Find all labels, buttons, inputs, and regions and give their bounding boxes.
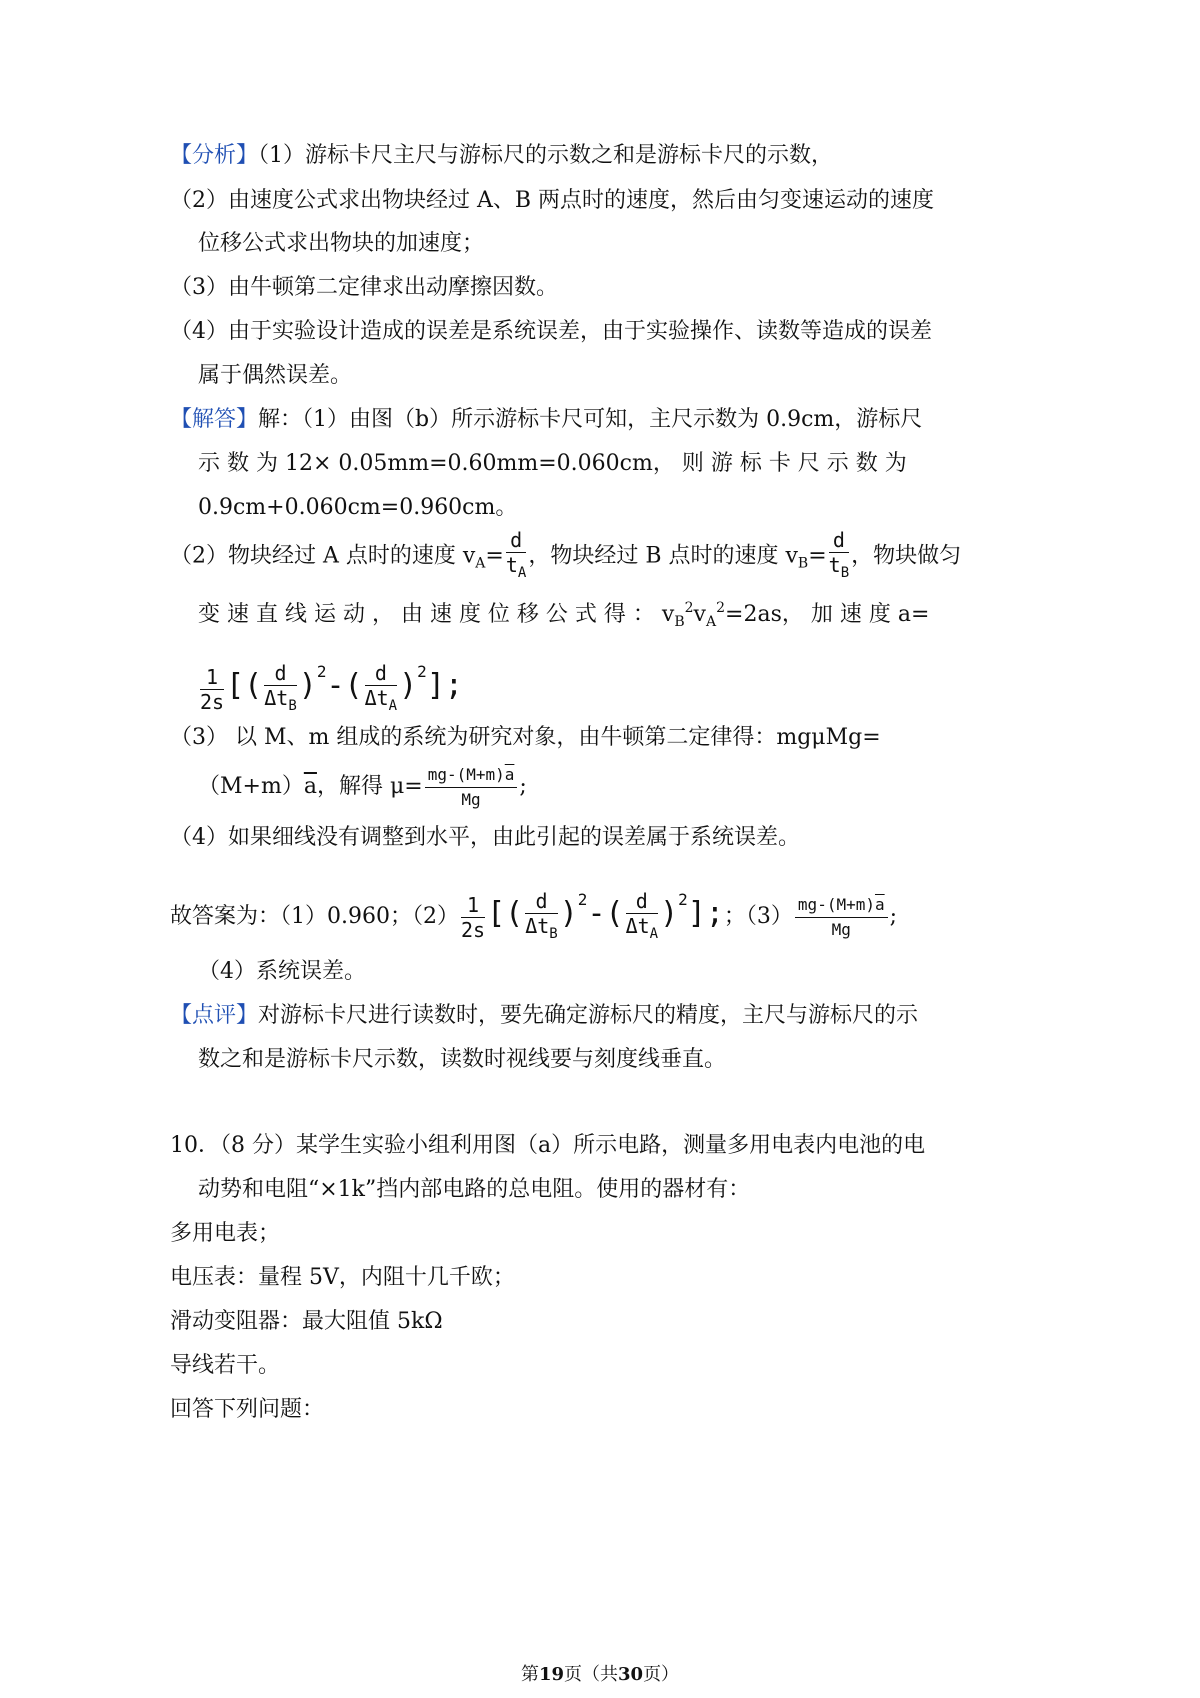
frac-t: t [828, 553, 841, 577]
frac-sub: B [840, 565, 850, 581]
solution-line-1 [170, 404, 922, 436]
minus-open: -( [326, 668, 363, 703]
sub-A: A [705, 614, 717, 630]
frac-den: Mg [461, 789, 481, 809]
paren-close: ) [559, 896, 578, 931]
frac-dt: Δt [525, 913, 550, 938]
analysis-text-1: （1）游标卡尺主尺与游标尺的示数之和是游标卡尺的示数， [258, 143, 834, 168]
paren-close: ) [399, 668, 418, 703]
frac-den [626, 914, 659, 946]
fraction-dtA [626, 889, 659, 946]
sub-B: B [674, 614, 685, 630]
bracket-end: ]; [426, 668, 463, 703]
answer-line-2: （4）系统误差。 [198, 959, 366, 984]
frac-num [795, 893, 888, 918]
solution-tag: 【解答】 [170, 407, 259, 432]
minus-open: -( [587, 896, 624, 931]
paren-close: ) [298, 668, 317, 703]
review-line-1 [170, 1000, 918, 1032]
power-2: 2 [678, 890, 688, 909]
fraction-dtB [264, 661, 297, 718]
frac-den [506, 553, 526, 585]
frac-den [365, 686, 398, 718]
semicolon: ; [889, 904, 898, 929]
frac-num: 1 [200, 665, 224, 690]
equals: = [808, 543, 827, 569]
solution-line-9: （4）如果细线没有调整到水平，由此引起的误差属于系统误差。 [170, 825, 800, 850]
a-bar: $\overline{a}$ [303, 774, 317, 799]
footer-pre: 第 [520, 1664, 539, 1685]
footer-mid: 页（共 [564, 1664, 618, 1685]
fraction-half [200, 665, 224, 714]
solution-3b-mid: ，解得 μ= [316, 774, 423, 799]
bracket-end: ]; [687, 896, 724, 931]
frac-num: d [829, 528, 849, 553]
solution-line-8 [198, 762, 527, 812]
solution-text-1: 解：（1）由图（b）所示游标卡尺可知，主尺示数为 0.9cm，游标尺 [258, 407, 923, 432]
sup-2: 2 [716, 600, 726, 616]
sup-2: 2 [684, 600, 694, 616]
review-tag: 【点评】 [170, 1003, 259, 1028]
frac-sub: A [388, 697, 398, 714]
page-footer [0, 1660, 1200, 1686]
frac-num: d [506, 528, 526, 553]
solution-line-7: （3） 以 M、m 组成的系统为研究对象，由牛顿第二定律得：mgμMg= [170, 725, 881, 750]
power-2: 2 [316, 662, 327, 681]
fraction-dtA [365, 661, 398, 718]
a-bar: $\overline{a}$ [504, 764, 515, 784]
paren-close: ) [660, 896, 679, 931]
question-10-item-5: 回答下列问题： [170, 1397, 325, 1422]
frac-den: Mg [831, 919, 851, 939]
frac-num: d [626, 889, 659, 914]
analysis-line-1 [170, 140, 833, 172]
acceleration-formula [198, 642, 463, 719]
frac-sub: A [517, 565, 527, 581]
solution-2b-post: =2as， 加 速 度 a= [725, 602, 930, 627]
analysis-line-5: （4）由于实验设计造成的误差是系统误差，由于实验操作、读数等造成的误差 [170, 319, 932, 344]
frac-dt: Δt [364, 685, 389, 710]
question-10-line-1: 10．（8 分）某学生实验小组利用图（a）所示电路，测量多用电表内电池的电 [170, 1133, 926, 1158]
v: v [693, 602, 706, 627]
answer-line-1 [170, 868, 897, 949]
frac-den: 2s [460, 917, 486, 942]
frac-sub: A [649, 925, 659, 942]
frac-sub: B [288, 697, 297, 714]
answer-pre: 故答案为：（1）0.960；（2） [170, 904, 459, 929]
frac-num: d [525, 889, 558, 914]
solution-line-4 [170, 528, 961, 590]
solution-2a-mid: ，物块经过 B 点时的速度 v [528, 543, 798, 569]
total-pages: 30 [618, 1664, 644, 1685]
analysis-line-4: （3）由牛顿第二定律求出动摩擦因数。 [170, 275, 558, 300]
power-2: 2 [577, 890, 588, 909]
solution-2a-pre: （2）物块经过 A 点时的速度 v [170, 543, 476, 569]
mu-num: mg-(M+m) [797, 894, 875, 914]
frac-den [264, 686, 297, 718]
bracket-open: [( [487, 896, 524, 931]
equals: = [485, 543, 504, 569]
analysis-line-2: （2）由速度公式求出物块经过 A、B 两点时的速度，然后由匀变速运动的速度 [170, 188, 935, 213]
answer-mid: ；（3） [723, 904, 793, 929]
a-bar: $\overline{a}$ [874, 894, 885, 914]
bracket-open: [( [226, 668, 263, 703]
solution-line-2: 示 数 为 12× 0.05mm=0.60mm=0.060cm， 则 游 标 卡 尺 示 数 为 [198, 451, 907, 476]
fraction-half [461, 893, 485, 942]
review-line-2: 数之和是游标卡尺示数，读数时视线要与刻度线垂直。 [198, 1047, 727, 1072]
question-10-item-2: 电压表：量程 5V，内阻十几千欧； [170, 1265, 515, 1290]
frac-sub: B [549, 925, 558, 942]
fraction-vA [506, 528, 526, 585]
page-number: 19 [538, 1664, 564, 1685]
question-10-item-4: 导线若干。 [170, 1353, 281, 1378]
question-10-item-1: 多用电表； [170, 1221, 281, 1246]
analysis-line-6: 属于偶然误差。 [198, 363, 353, 388]
analysis-line-3: 位移公式求出物块的加速度； [198, 231, 485, 256]
frac-num: d [264, 661, 297, 686]
sub-B: B [797, 555, 809, 572]
fraction-mu [795, 893, 888, 942]
question-10-item-3: 滑动变阻器：最大阻值 5kΩ [170, 1309, 443, 1334]
solution-line-5 [198, 592, 929, 638]
solution-line-3: 0.9cm+0.060cm=0.960cm。 [198, 495, 518, 520]
sub-A: A [475, 555, 486, 572]
solution-2a-post: ，物块做匀 [851, 543, 962, 569]
frac-dt: Δt [625, 913, 650, 938]
analysis-tag: 【分析】 [170, 143, 259, 168]
semicolon: ; [519, 774, 527, 799]
fraction-dtB [525, 889, 558, 946]
frac-den: 2s [200, 689, 225, 714]
frac-den [525, 914, 558, 946]
fraction-vB [829, 528, 849, 585]
frac-den [829, 553, 849, 585]
solution-2b-pre: 变 速 直 线 运 动 ， 由 速 度 位 移 公 式 得 ： v [198, 602, 675, 627]
frac-num [425, 763, 518, 788]
footer-post: 页） [643, 1664, 680, 1685]
question-10-line-2: 动势和电阻“×1k”挡内部电路的总电阻。使用的器材有： [198, 1177, 751, 1202]
solution-3b-pre: （M+m） [198, 774, 304, 799]
power-2: 2 [417, 662, 427, 681]
review-text-1: 对游标卡尺进行读数时，要先确定游标尺的精度，主尺与游标尺的示 [258, 1003, 919, 1028]
fraction-mu [425, 763, 518, 812]
mu-num: mg-(M+m) [427, 764, 505, 784]
frac-num: d [365, 661, 398, 686]
frac-num: 1 [461, 893, 485, 918]
frac-t: t [505, 553, 518, 577]
frac-dt: Δt [264, 685, 289, 710]
